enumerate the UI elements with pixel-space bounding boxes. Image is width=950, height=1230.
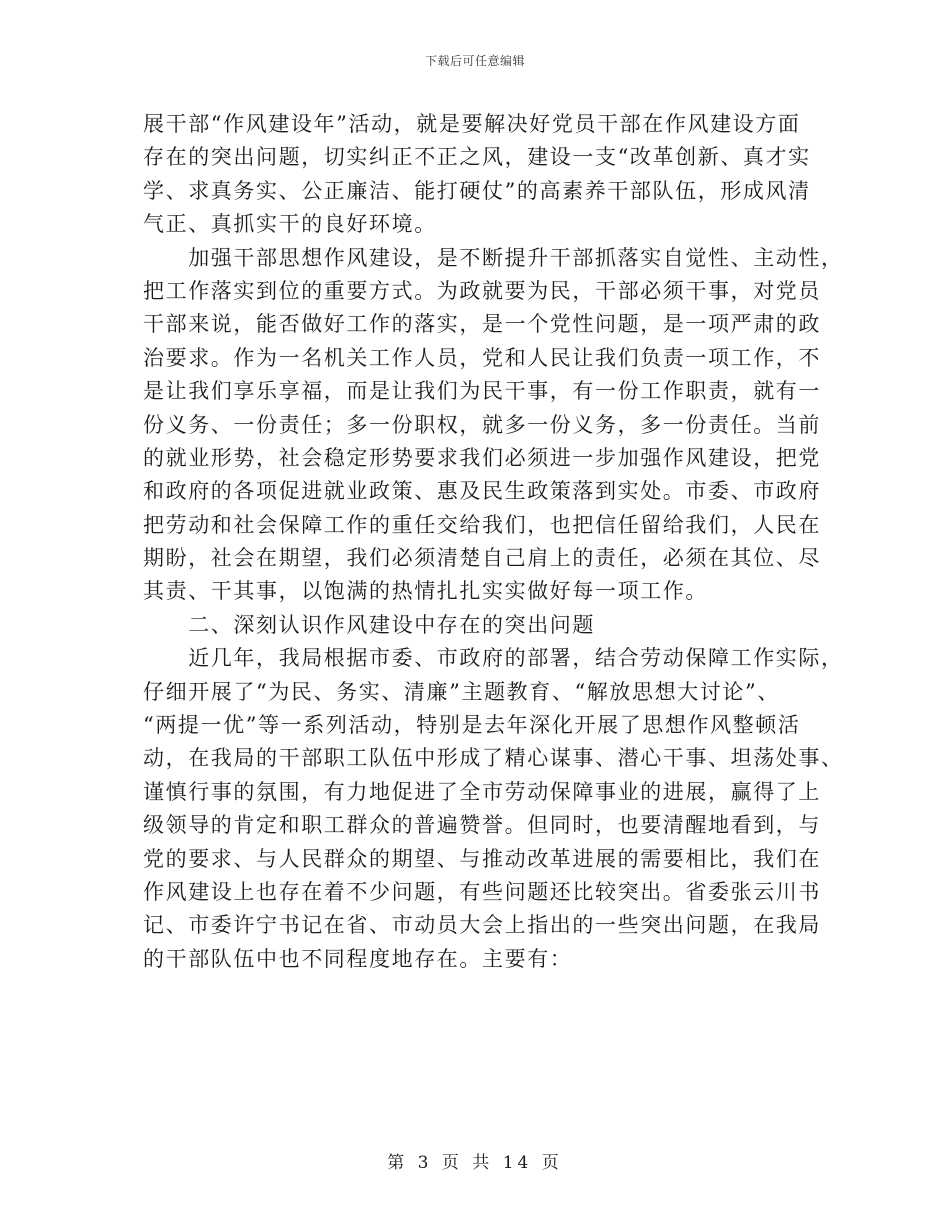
text-line: 党的要求、与人民群众的期望、与推动改革进展的需要相比，我们在 [143,846,821,871]
page-number: 第 3 页 共 14 页 [387,1153,563,1173]
text-line: 谨慎行事的氛围，有力地促进了全市劳动保障事业的进展，赢得了上 [143,779,821,804]
text-line: 气正、真抓实干的良好环境。 [143,212,437,237]
text-line: 干部来说，能否做好工作的落实，是一个党性问题，是一项严肃的政 [143,312,821,337]
text-line: “两提一优”等一系列活动，特别是去年深化开展了思想作风整顿活 [143,713,801,738]
text-line: 的干部队伍中也不同程度地存在。主要有： [143,946,573,971]
text-line: 加强干部思想作风建设，是不断提升干部抓落实自觉性、主动性， [143,245,844,270]
text-line: 存在的突出问题，切实纠正不正之风，建设一支“改革创新、真才实 [143,145,811,170]
text-line: 近几年，我局根据市委、市政府的部署，结合劳动保障工作实际， [143,646,844,671]
text-line: 其责、干其事，以饱满的热情扎扎实实做好每一项工作。 [143,579,708,604]
text-line: 是让我们享乐享福，而是让我们为民干事，有一份工作职责，就有一 [143,379,821,404]
text-line: 动，在我局的干部职工队伍中形成了精心谋事、潜心干事、坦荡处事、 [143,746,844,771]
text-line: 作风建设上也存在着不少问题，有些问题还比较突出。省委张云川书 [143,879,821,904]
text-line: 把劳动和社会保障工作的重任交给我们，也把信任留给我们，人民在 [143,512,821,537]
text-line: 和政府的各项促进就业政策、惠及民生政策落到实处。市委、市政府 [143,479,821,504]
text-line: 把工作落实到位的重要方式。为政就要为民，干部必须干事，对党员 [143,278,821,303]
text-line: 治要求。作为一名机关工作人员，党和人民让我们负责一项工作，不 [143,345,821,370]
page-header: 下载后可任意编辑 [424,54,525,68]
text-line: 级领导的肯定和职工群众的普遍赞誉。但同时，也要清醒地看到，与 [143,813,821,838]
text-line: 份义务、一份责任；多一份职权，就多一份义务，多一份责任。当前 [143,412,821,437]
text-line: 学、求真务实、公正廉洁、能打硬仗”的高素养干部队伍，形成风清 [143,178,811,203]
text-line: 仔细开展了“为民、务实、清廉”主题教育、“解放思想大讨论”、 [143,679,780,704]
text-line: 展干部“作风建设年”活动，就是要解决好党员干部在作风建设方面 [143,112,801,136]
document-body [143,108,844,976]
section-heading: 二、深刻认识作风建设中存在的突出问题 [143,612,595,637]
text-line: 期盼，社会在期望，我们必须清楚自己肩上的责任，必须在其位、尽 [143,546,821,571]
text-line: 的就业形势，社会稳定形势要求我们必须进一步加强作风建设，把党 [143,445,821,470]
text-line: 记、市委许宁书记在省、市动员大会上指出的一些突出问题，在我局 [143,913,821,938]
